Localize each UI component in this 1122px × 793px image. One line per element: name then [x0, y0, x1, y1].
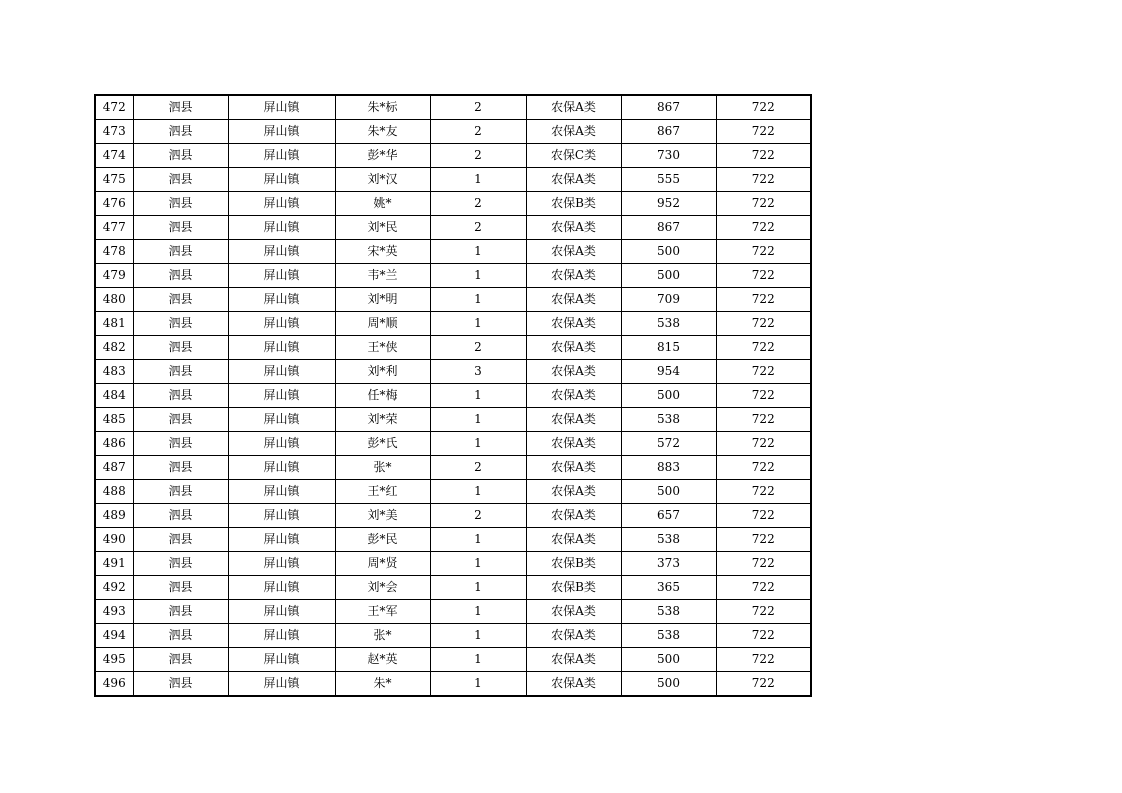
table-row — [95, 552, 811, 576]
standard-cell: 722 — [716, 504, 811, 528]
row-number-cell: 475 — [95, 168, 133, 192]
county-cell: 泗县 — [133, 648, 228, 672]
town-cell: 屏山镇 — [228, 144, 335, 168]
household-size-cell: 3 — [430, 360, 526, 384]
row-number-cell: 487 — [95, 456, 133, 480]
household-size-cell: 1 — [430, 240, 526, 264]
table-row — [95, 528, 811, 552]
table-row — [95, 480, 811, 504]
standard-cell: 722 — [716, 384, 811, 408]
town-cell: 屏山镇 — [228, 192, 335, 216]
standard-cell: 722 — [716, 528, 811, 552]
category-cell: 农保A类 — [526, 168, 621, 192]
row-number-cell: 485 — [95, 408, 133, 432]
household-size-cell: 1 — [430, 408, 526, 432]
table-row — [95, 288, 811, 312]
county-cell: 泗县 — [133, 240, 228, 264]
category-cell: 农保A类 — [526, 312, 621, 336]
name-cell: 刘*汉 — [335, 168, 430, 192]
name-cell: 王*红 — [335, 480, 430, 504]
row-number-cell: 482 — [95, 336, 133, 360]
amount-cell: 500 — [621, 240, 716, 264]
category-cell: 农保A类 — [526, 408, 621, 432]
row-number-cell: 488 — [95, 480, 133, 504]
row-number-cell: 496 — [95, 672, 133, 697]
amount-cell: 867 — [621, 95, 716, 120]
town-cell: 屏山镇 — [228, 264, 335, 288]
row-number-cell: 477 — [95, 216, 133, 240]
row-number-cell: 490 — [95, 528, 133, 552]
name-cell: 刘*明 — [335, 288, 430, 312]
county-cell: 泗县 — [133, 144, 228, 168]
county-cell: 泗县 — [133, 480, 228, 504]
standard-cell: 722 — [716, 672, 811, 697]
amount-cell: 883 — [621, 456, 716, 480]
standard-cell: 722 — [716, 216, 811, 240]
standard-cell: 722 — [716, 264, 811, 288]
standard-cell: 722 — [716, 360, 811, 384]
row-number-cell: 492 — [95, 576, 133, 600]
standard-cell: 722 — [716, 192, 811, 216]
amount-cell: 657 — [621, 504, 716, 528]
household-size-cell: 1 — [430, 432, 526, 456]
county-cell: 泗县 — [133, 360, 228, 384]
standard-cell: 722 — [716, 480, 811, 504]
category-cell: 农保A类 — [526, 120, 621, 144]
row-number-cell: 472 — [95, 95, 133, 120]
town-cell: 屏山镇 — [228, 336, 335, 360]
town-cell: 屏山镇 — [228, 504, 335, 528]
category-cell: 农保A类 — [526, 600, 621, 624]
county-cell: 泗县 — [133, 504, 228, 528]
county-cell: 泗县 — [133, 95, 228, 120]
name-cell: 朱*标 — [335, 95, 430, 120]
table-row — [95, 432, 811, 456]
amount-cell: 500 — [621, 264, 716, 288]
household-size-cell: 1 — [430, 576, 526, 600]
household-size-cell: 1 — [430, 288, 526, 312]
town-cell: 屏山镇 — [228, 360, 335, 384]
row-number-cell: 474 — [95, 144, 133, 168]
standard-cell: 722 — [716, 624, 811, 648]
standard-cell: 722 — [716, 240, 811, 264]
name-cell: 赵*英 — [335, 648, 430, 672]
category-cell: 农保A类 — [526, 504, 621, 528]
category-cell: 农保A类 — [526, 624, 621, 648]
household-size-cell: 1 — [430, 600, 526, 624]
county-cell: 泗县 — [133, 456, 228, 480]
standard-cell: 722 — [716, 648, 811, 672]
name-cell: 任*梅 — [335, 384, 430, 408]
standard-cell: 722 — [716, 552, 811, 576]
amount-cell: 730 — [621, 144, 716, 168]
category-cell: 农保A类 — [526, 95, 621, 120]
county-cell: 泗县 — [133, 528, 228, 552]
household-size-cell: 1 — [430, 480, 526, 504]
category-cell: 农保A类 — [526, 240, 621, 264]
town-cell: 屏山镇 — [228, 528, 335, 552]
name-cell: 王*侠 — [335, 336, 430, 360]
table-row — [95, 408, 811, 432]
name-cell: 彭*氏 — [335, 432, 430, 456]
household-size-cell: 1 — [430, 528, 526, 552]
household-size-cell: 2 — [430, 216, 526, 240]
household-size-cell: 2 — [430, 336, 526, 360]
amount-cell: 538 — [621, 528, 716, 552]
town-cell: 屏山镇 — [228, 384, 335, 408]
name-cell: 朱*友 — [335, 120, 430, 144]
amount-cell: 538 — [621, 624, 716, 648]
county-cell: 泗县 — [133, 576, 228, 600]
amount-cell: 867 — [621, 216, 716, 240]
town-cell: 屏山镇 — [228, 168, 335, 192]
name-cell: 姚* — [335, 192, 430, 216]
county-cell: 泗县 — [133, 624, 228, 648]
category-cell: 农保A类 — [526, 432, 621, 456]
standard-cell: 722 — [716, 120, 811, 144]
amount-cell: 538 — [621, 408, 716, 432]
standard-cell: 722 — [716, 432, 811, 456]
name-cell: 朱* — [335, 672, 430, 697]
household-size-cell: 2 — [430, 120, 526, 144]
county-cell: 泗县 — [133, 600, 228, 624]
table-row — [95, 336, 811, 360]
category-cell: 农保A类 — [526, 216, 621, 240]
amount-cell: 538 — [621, 312, 716, 336]
row-number-cell: 495 — [95, 648, 133, 672]
name-cell: 刘*美 — [335, 504, 430, 528]
row-number-cell: 494 — [95, 624, 133, 648]
row-number-cell: 493 — [95, 600, 133, 624]
amount-cell: 952 — [621, 192, 716, 216]
row-number-cell: 479 — [95, 264, 133, 288]
household-size-cell: 1 — [430, 168, 526, 192]
assistance-roster-table — [94, 94, 812, 697]
county-cell: 泗县 — [133, 552, 228, 576]
table-row — [95, 120, 811, 144]
name-cell: 张* — [335, 624, 430, 648]
town-cell: 屏山镇 — [228, 552, 335, 576]
table-row — [95, 312, 811, 336]
amount-cell: 572 — [621, 432, 716, 456]
town-cell: 屏山镇 — [228, 288, 335, 312]
table-row — [95, 168, 811, 192]
town-cell: 屏山镇 — [228, 240, 335, 264]
household-size-cell: 1 — [430, 312, 526, 336]
county-cell: 泗县 — [133, 264, 228, 288]
category-cell: 农保C类 — [526, 144, 621, 168]
category-cell: 农保A类 — [526, 264, 621, 288]
row-number-cell: 484 — [95, 384, 133, 408]
household-size-cell: 1 — [430, 672, 526, 697]
amount-cell: 365 — [621, 576, 716, 600]
town-cell: 屏山镇 — [228, 432, 335, 456]
county-cell: 泗县 — [133, 312, 228, 336]
table-row — [95, 456, 811, 480]
amount-cell: 709 — [621, 288, 716, 312]
county-cell: 泗县 — [133, 336, 228, 360]
table-row — [95, 264, 811, 288]
table-row — [95, 240, 811, 264]
household-size-cell: 1 — [430, 648, 526, 672]
name-cell: 刘*会 — [335, 576, 430, 600]
name-cell: 刘*荣 — [335, 408, 430, 432]
household-size-cell: 1 — [430, 264, 526, 288]
category-cell: 农保A类 — [526, 672, 621, 697]
row-number-cell: 480 — [95, 288, 133, 312]
town-cell: 屏山镇 — [228, 95, 335, 120]
table-row — [95, 672, 811, 697]
county-cell: 泗县 — [133, 168, 228, 192]
category-cell: 农保B类 — [526, 552, 621, 576]
name-cell: 刘*民 — [335, 216, 430, 240]
table-row — [95, 192, 811, 216]
row-number-cell: 483 — [95, 360, 133, 384]
category-cell: 农保A类 — [526, 648, 621, 672]
table-row — [95, 144, 811, 168]
county-cell: 泗县 — [133, 672, 228, 697]
county-cell: 泗县 — [133, 192, 228, 216]
town-cell: 屏山镇 — [228, 600, 335, 624]
table-row — [95, 216, 811, 240]
county-cell: 泗县 — [133, 408, 228, 432]
amount-cell: 815 — [621, 336, 716, 360]
category-cell: 农保A类 — [526, 384, 621, 408]
row-number-cell: 486 — [95, 432, 133, 456]
row-number-cell: 491 — [95, 552, 133, 576]
name-cell: 韦*兰 — [335, 264, 430, 288]
standard-cell: 722 — [716, 408, 811, 432]
table-row — [95, 600, 811, 624]
household-size-cell: 2 — [430, 456, 526, 480]
name-cell: 王*军 — [335, 600, 430, 624]
name-cell: 周*顺 — [335, 312, 430, 336]
category-cell: 农保A类 — [526, 480, 621, 504]
amount-cell: 954 — [621, 360, 716, 384]
county-cell: 泗县 — [133, 120, 228, 144]
standard-cell: 722 — [716, 312, 811, 336]
standard-cell: 722 — [716, 168, 811, 192]
row-number-cell: 481 — [95, 312, 133, 336]
amount-cell: 538 — [621, 600, 716, 624]
category-cell: 农保A类 — [526, 288, 621, 312]
county-cell: 泗县 — [133, 216, 228, 240]
county-cell: 泗县 — [133, 288, 228, 312]
standard-cell: 722 — [716, 576, 811, 600]
name-cell: 彭*华 — [335, 144, 430, 168]
town-cell: 屏山镇 — [228, 672, 335, 697]
amount-cell: 500 — [621, 648, 716, 672]
town-cell: 屏山镇 — [228, 312, 335, 336]
category-cell: 农保A类 — [526, 456, 621, 480]
category-cell: 农保B类 — [526, 576, 621, 600]
amount-cell: 373 — [621, 552, 716, 576]
town-cell: 屏山镇 — [228, 648, 335, 672]
category-cell: 农保B类 — [526, 192, 621, 216]
row-number-cell: 476 — [95, 192, 133, 216]
row-number-cell: 478 — [95, 240, 133, 264]
household-size-cell: 1 — [430, 624, 526, 648]
standard-cell: 722 — [716, 336, 811, 360]
town-cell: 屏山镇 — [228, 624, 335, 648]
town-cell: 屏山镇 — [228, 456, 335, 480]
household-size-cell: 2 — [430, 144, 526, 168]
town-cell: 屏山镇 — [228, 408, 335, 432]
amount-cell: 555 — [621, 168, 716, 192]
standard-cell: 722 — [716, 144, 811, 168]
name-cell: 刘*利 — [335, 360, 430, 384]
table-row — [95, 504, 811, 528]
household-size-cell: 1 — [430, 384, 526, 408]
amount-cell: 500 — [621, 480, 716, 504]
table-row — [95, 384, 811, 408]
amount-cell: 500 — [621, 384, 716, 408]
category-cell: 农保A类 — [526, 336, 621, 360]
table-row — [95, 360, 811, 384]
town-cell: 屏山镇 — [228, 216, 335, 240]
category-cell: 农保A类 — [526, 360, 621, 384]
table-body — [95, 95, 811, 696]
town-cell: 屏山镇 — [228, 120, 335, 144]
name-cell: 宋*英 — [335, 240, 430, 264]
name-cell: 周*贤 — [335, 552, 430, 576]
category-cell: 农保A类 — [526, 528, 621, 552]
county-cell: 泗县 — [133, 432, 228, 456]
amount-cell: 867 — [621, 120, 716, 144]
county-cell: 泗县 — [133, 384, 228, 408]
name-cell: 彭*民 — [335, 528, 430, 552]
standard-cell: 722 — [716, 456, 811, 480]
household-size-cell: 1 — [430, 552, 526, 576]
standard-cell: 722 — [716, 95, 811, 120]
town-cell: 屏山镇 — [228, 480, 335, 504]
name-cell: 张* — [335, 456, 430, 480]
household-size-cell: 2 — [430, 192, 526, 216]
household-size-cell: 2 — [430, 95, 526, 120]
amount-cell: 500 — [621, 672, 716, 697]
table-row — [95, 576, 811, 600]
table-row — [95, 95, 811, 120]
household-size-cell: 2 — [430, 504, 526, 528]
standard-cell: 722 — [716, 600, 811, 624]
table-row — [95, 624, 811, 648]
row-number-cell: 473 — [95, 120, 133, 144]
row-number-cell: 489 — [95, 504, 133, 528]
table-row — [95, 648, 811, 672]
town-cell: 屏山镇 — [228, 576, 335, 600]
standard-cell: 722 — [716, 288, 811, 312]
